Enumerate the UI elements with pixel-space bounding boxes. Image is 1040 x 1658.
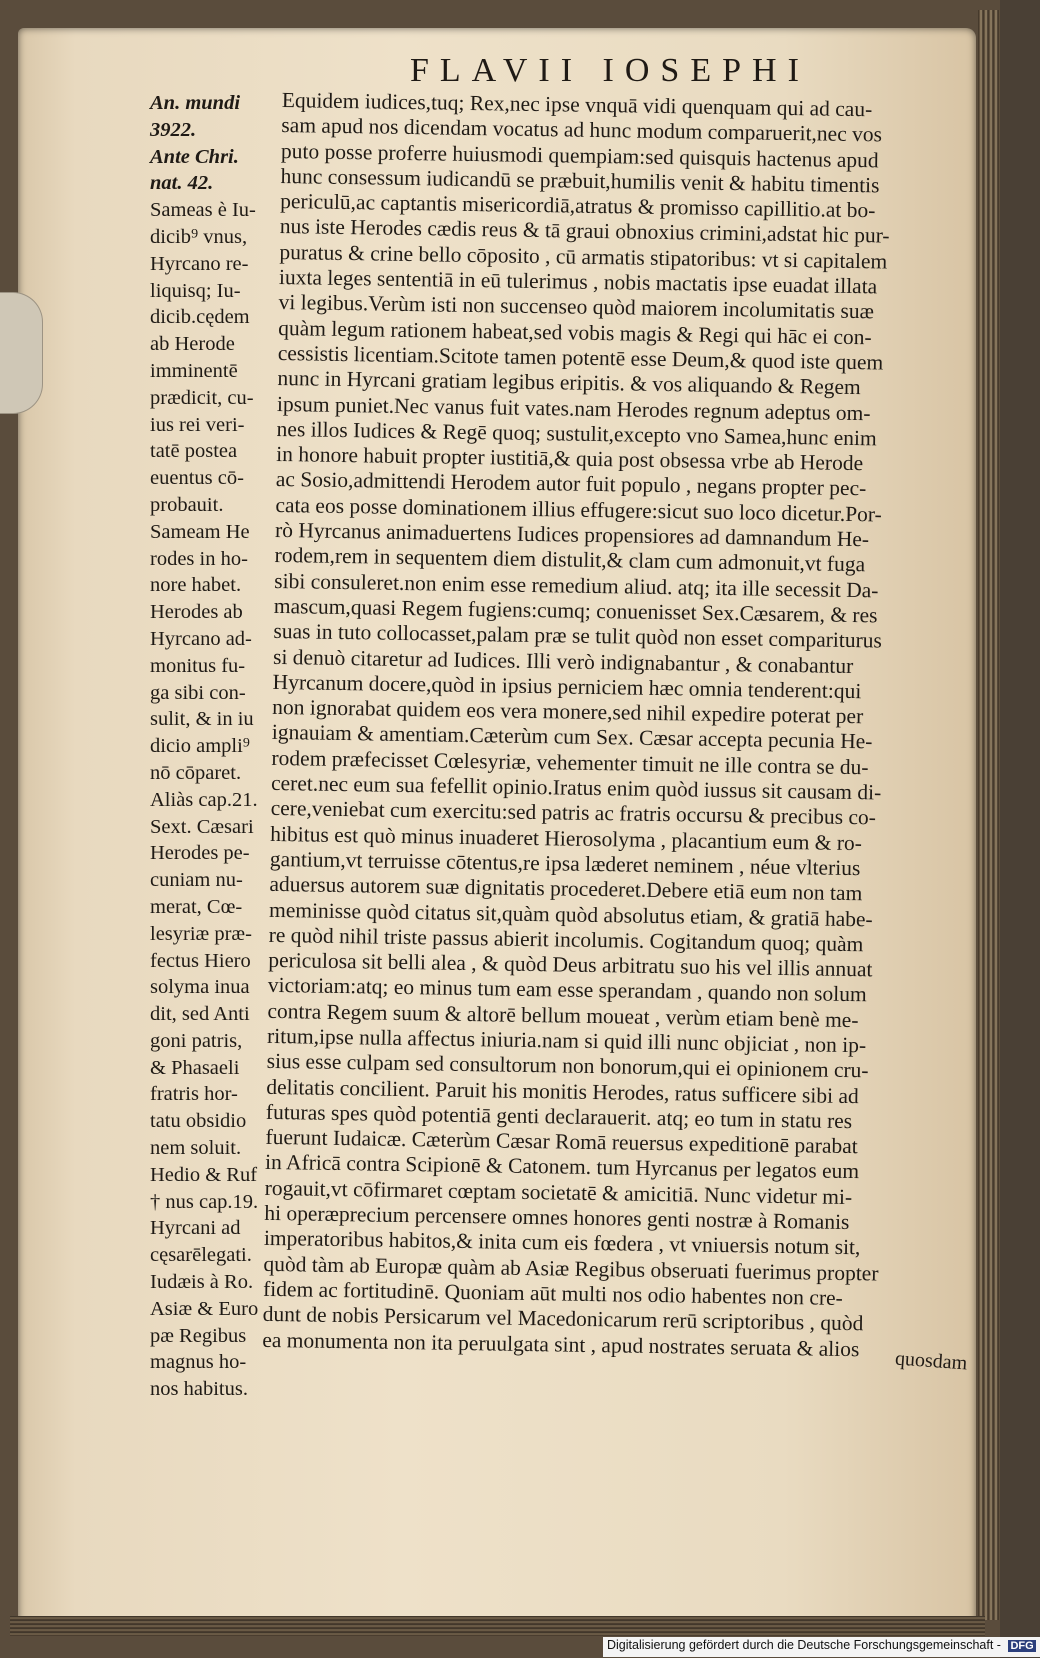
body-line: contra Regem suum & altorē bellum moueat , verùm etiam benè me- bbox=[267, 998, 859, 1032]
body-line: cessistis licentiam.Scitote tamen potentē esse Deum,& quod iste quem bbox=[277, 340, 884, 375]
margin-note-line: An. mundi bbox=[150, 92, 241, 114]
margin-note-line: Asiæ & Euro bbox=[150, 1297, 259, 1320]
body-line: suas in tuto collocasset,palam præ se tulit quòd non esset compariturus bbox=[273, 619, 883, 653]
margin-note-line: probauit. bbox=[150, 493, 224, 516]
body-line: re quòd nihil triste passus abierit incolumis. Cogitandum quoq; quàm bbox=[268, 922, 864, 957]
margin-note-line: nos habitus. bbox=[150, 1378, 248, 1401]
body-line: in honore habuit propter iustitiā,& quia post obsessa vrbe ab Herode bbox=[276, 442, 864, 476]
body-line: quàm legum rationem habeat,sed vobis magis & Regi qui hāc ei con- bbox=[278, 315, 872, 349]
margin-note-line: nore habet. bbox=[150, 574, 242, 597]
body-line: fidem ac fortitudinē. Quoniam aūt multi nos odio habentes non cre- bbox=[262, 1276, 844, 1310]
body-line: gantium,vt terruisse cōtentus,re ipsa læderet neminem , néue vlterius bbox=[269, 846, 861, 881]
margin-note-line: Sext. Cæsari bbox=[150, 815, 254, 838]
margin-note-line: lesyriæ præ- bbox=[150, 922, 252, 945]
margin-note-line: goni patris, bbox=[150, 1029, 243, 1052]
margin-note-line: solyma inua bbox=[150, 976, 250, 999]
body-line: ipsum puniet.Nec vanus fuit vates.nam Herodes regnum adeptus om- bbox=[276, 391, 871, 425]
margin-note-line: Herodes ab bbox=[150, 601, 243, 624]
body-line: ritum,ipse nulla affectus iniuria.nam si quid illi nunc objiciat , non ip- bbox=[266, 1023, 867, 1058]
body-line: cere,veniebat cum exercitu:sed patris ac fratris occursu & precibus co- bbox=[270, 796, 877, 830]
body-line: imperatoribus habitos,& inita cum eis fœdera , vt vniuersis notum sit, bbox=[263, 1226, 861, 1260]
body-line: periculū,ac captantis misericordiā,atratus & promisso capillitio.at bo- bbox=[280, 189, 876, 223]
body-line: vi legibus.Verùm isti non succenseo quòd maiorem incolumitatis suæ bbox=[278, 290, 875, 324]
margin-note-line: Ante Chri. bbox=[150, 145, 239, 168]
body-line: puratus & crine bello cōposito , cū armatis stipatoribus: vt si capitalem bbox=[279, 239, 888, 274]
margin-note-line: Hedio & Ruf bbox=[150, 1163, 258, 1186]
body-line: delitatis concilient. Paruit his monitis Herodes, ratus sufficere sibi ad bbox=[266, 1074, 859, 1108]
catchword: quosdam bbox=[894, 1347, 968, 1375]
margin-note-line: liquisq; Iu- bbox=[150, 279, 241, 302]
body-line: sam apud nos dicendam vocatus ad hunc modum comparuerit,nec vos bbox=[281, 113, 883, 147]
margin-note-line: magnus ho- bbox=[150, 1351, 247, 1374]
body-line: futuras spes quòd potentiā genti declarauerit. atq; eo tum in statu res bbox=[265, 1099, 853, 1133]
margin-note-line: dicib.cędem bbox=[150, 306, 250, 329]
body-line: ea monumenta non ita peruulgata sint , apud nostrates seruata & alios bbox=[262, 1327, 860, 1361]
body-line: mascum,quasi Regem fugiens:cumq; conuenisset Sex.Cæsarem, & res bbox=[273, 593, 878, 628]
margin-note-line: cęsarēlegati. bbox=[150, 1244, 252, 1267]
margin-note-line: dicio ampli⁹ bbox=[150, 735, 250, 758]
margin-note-line: 3922. bbox=[150, 118, 197, 141]
body-line: fuerunt Iudaicæ. Cæterùm Cæsar Romā reuersus expeditionē parabat bbox=[265, 1125, 858, 1159]
body-line: Hyrcanum docere,quòd in ipsius perniciem hæc omnia tenderent:qui bbox=[272, 669, 862, 704]
body-text bbox=[262, 88, 987, 1364]
margin-note-line: fectus Hiero bbox=[150, 949, 251, 972]
body-line: meminisse quòd citatus sit,quàm quòd absolutus etiam, & gratiā habe- bbox=[268, 897, 873, 931]
margin-note-line: monitus fu- bbox=[150, 654, 246, 677]
margin-note-line: sulit, & in iu bbox=[150, 708, 254, 731]
body-line: rodem,rem in sequentem diem distulit,& clam cum admonuit,vt fuga bbox=[274, 543, 866, 577]
page-bottom-edge bbox=[10, 1616, 985, 1636]
body-line: in Africā contra Scipionē & Catonem. tum Hyrcanus per legatos eum bbox=[264, 1150, 860, 1184]
margin-note-line: Aliàs cap.21. bbox=[150, 788, 258, 811]
body-line: quòd tàm ab Europæ quàm ab Asiæ Regibus obseruati fuerimus propter bbox=[263, 1251, 879, 1286]
margin-note-line: nō cōparet. bbox=[150, 761, 242, 784]
body-line: rodem præfecisset Cœlesyriæ, vehementer timuit ne ille contra se du- bbox=[271, 745, 869, 780]
margin-note-line: tatē postea bbox=[150, 440, 238, 463]
margin-note-line: euentus cō- bbox=[150, 467, 244, 490]
body-line: nes illos Iudices & Regē quoq; sustulit,excepto vno Samea,hunc enim bbox=[276, 416, 877, 451]
body-line: nunc in Hyrcani gratiam legibus eripitis. & vos aliquando & Regem bbox=[277, 366, 861, 400]
body-line: hi operæprecium percensere omnes honores genti nostræ à Romanis bbox=[264, 1200, 850, 1235]
margin-note-line: Sameam He bbox=[150, 520, 250, 543]
margin-notes bbox=[150, 90, 280, 1403]
running-head: FLAVII IOSEPHI bbox=[410, 52, 810, 89]
margin-note-line: fratris hor- bbox=[150, 1083, 238, 1106]
margin-note-line: Herodes pe- bbox=[150, 842, 250, 865]
body-line: aduersus autorem suæ dignitatis procederet.Debere etiā eum non tam bbox=[269, 872, 863, 906]
margin-note-line: ga sibi con- bbox=[150, 681, 246, 704]
margin-note-line: rodes in ho- bbox=[150, 547, 248, 570]
margin-note-line: Sameas è Iu- bbox=[150, 199, 256, 222]
margin-note-line: Hyrcani ad bbox=[150, 1217, 241, 1240]
footer-credit-text: Digitalisierung gefördert durch die Deutsche Forschungsgemeinschaft - bbox=[607, 1638, 1001, 1652]
margin-note-line: dit, sed Anti bbox=[150, 1003, 250, 1026]
body-line: hibitus est quò minus inuaderet Hierosolyma , placantium eum & ro- bbox=[270, 821, 863, 855]
margin-note-line: Hyrcano re- bbox=[150, 252, 249, 275]
margin-note-line: imminentē bbox=[150, 359, 238, 382]
margin-note-line: ius rei veri- bbox=[150, 413, 245, 436]
margin-note-line: dicib⁹ vnus, bbox=[150, 225, 248, 248]
body-line: sius esse culpam sed consultorum non bonorum,qui ei opinionem cru- bbox=[266, 1049, 869, 1083]
margin-note-line: & Phasaeli bbox=[150, 1056, 240, 1079]
margin-note-line: tatu obsidio bbox=[150, 1110, 247, 1133]
margin-note-line: prædicit, cu- bbox=[150, 386, 254, 409]
body-line: cata eos posse dominationem illius effugere:sicut suo loco dicetur.Por- bbox=[275, 492, 882, 527]
margin-note-line: Iudæis à Ro. bbox=[150, 1271, 254, 1294]
body-line: dunt de nobis Persicarum vel Macedonicarum rerū scriptoribus , quòd bbox=[262, 1302, 864, 1336]
body-line: ac Sosio,admittendi Herodem autor fuit populo , negans propter pec- bbox=[275, 467, 867, 501]
footer-credit bbox=[603, 1637, 1040, 1657]
margin-note-line: cuniam nu- bbox=[150, 869, 243, 892]
body-line: nus iste Herodes cædis reus & tā graui obnoxius crimini,adstat hic pur- bbox=[279, 214, 890, 249]
margin-note-line: nat. 42. bbox=[150, 172, 214, 195]
body-line: puto posse proferre huiusmodi quempiam:sed quisquis hactenus apud bbox=[280, 138, 879, 172]
margin-note-line: pæ Regibus bbox=[150, 1324, 247, 1347]
dfg-logo: DFG bbox=[1010, 1640, 1034, 1652]
margin-note-line: Hyrcano ad- bbox=[150, 627, 252, 650]
margin-note-line: ab Herode bbox=[150, 333, 235, 356]
body-line: hunc consessum iudicandū se præbuit,humilis venit & habitu timentis bbox=[280, 163, 880, 198]
margin-note-line: nem soluit. bbox=[150, 1137, 242, 1160]
bookmark-tab bbox=[0, 292, 43, 414]
body-line: sibi consuleret.non enim esse remedium aliud. atq; ita ille secessit Da- bbox=[274, 568, 879, 603]
margin-note-line: merat, Cœ- bbox=[150, 895, 243, 918]
body-line: rò Hyrcanus animaduertens Iudices propensiores ad damnandum He- bbox=[274, 517, 870, 552]
body-line: ceret.nec eum sua fefellit opinio.Iratus enim quòd iussus sit causam di- bbox=[270, 770, 882, 805]
body-line: periculosa sit belli alea , & quòd Deus arbitratu suo his vel illis annuat bbox=[268, 947, 873, 982]
body-line: non ignorabat quidem eos vera monere,sed nihil expedire poterat per bbox=[272, 695, 864, 729]
body-line: Equidem iudices,tuq; Rex,nec ipse vnquā vidi quenquam qui ad cau- bbox=[281, 88, 873, 122]
body-line: rogauit,vt cōfirmaret cœptam societatē & amicitiā. Nunc videtur mi- bbox=[264, 1175, 853, 1209]
body-line: si denuò citaretur ad Iudices. Illi verò indignabantur , & conabantur bbox=[272, 644, 854, 678]
body-line: iuxta leges sententiā in eū tulerimus , nobis mactatis ipse euadat illata bbox=[278, 265, 878, 299]
body-line: ignauiam & amentiam.Cæterùm cum Sex. Cæsar accepta pecunia He- bbox=[271, 720, 873, 754]
body-line: victoriam:atq; eo minus tum eam esse sperandam , quando non solum bbox=[267, 973, 867, 1007]
margin-note-line: † nus cap.19. bbox=[150, 1190, 259, 1213]
